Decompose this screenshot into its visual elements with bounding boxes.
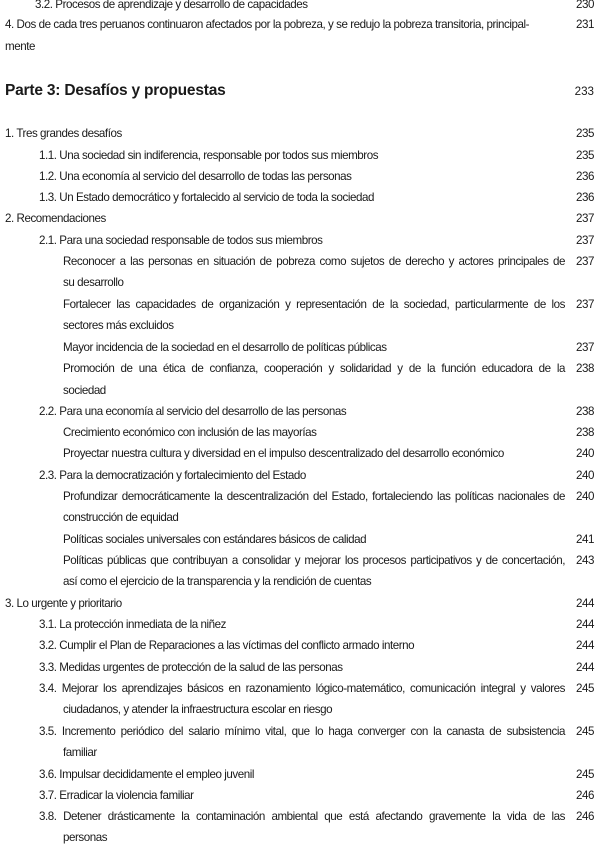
toc-entry-text: 2.3. Para la democratización y fortalecimiento del Estado bbox=[39, 469, 306, 482]
toc-entry-text: 4. Dos de cada tres peruanos continuaron afectados por la pobreza, y se redujo la pobreza transitoria, principal- bbox=[5, 18, 530, 31]
toc-entry-page: 238 bbox=[576, 362, 594, 375]
toc-entry-page: 245 bbox=[576, 768, 594, 781]
toc-entry-text: Proyectar nuestra cultura y diversidad en el impulso descentralizado del desarrollo económico bbox=[63, 447, 504, 460]
toc-entry-text: Promoción de una ética de confianza, cooperación y solidaridad y de la función educadora de la bbox=[63, 362, 565, 375]
toc-entry-text: 3.3. Medidas urgentes de protección de la salud de las personas bbox=[39, 661, 343, 674]
part-heading: Parte 3: Desafíos y propuestas bbox=[5, 82, 226, 99]
toc-entry-page: 241 bbox=[576, 533, 594, 546]
toc-entry-page: 240 bbox=[576, 447, 594, 460]
toc-entry-page: 237 bbox=[576, 255, 594, 268]
toc-entry-page: 245 bbox=[576, 725, 594, 738]
toc-entry-page: 246 bbox=[576, 789, 594, 802]
toc-entry-text: Crecimiento económico con inclusión de las mayorías bbox=[63, 426, 317, 439]
toc-entry-page: 230 bbox=[576, 0, 594, 11]
toc-entry-text: así como el ejercicio de la transparencia y la rendición de cuentas bbox=[63, 575, 372, 588]
toc-entry-text: 1.2. Una economía al servicio del desarrollo de todas las personas bbox=[39, 170, 352, 183]
toc-entry-text: 3.5. Incremento periódico del salario mínimo vital, que lo haga converger con la canasta de subsistencia bbox=[39, 725, 565, 738]
toc-entry-text: 3.4. Mejorar los aprendizajes básicos en razonamiento lógico-matemático, comunicación integral y valores bbox=[39, 682, 565, 695]
toc-entry-text: construcción de equidad bbox=[63, 511, 179, 524]
toc-entry-page: 246 bbox=[576, 810, 594, 823]
toc-entry-text: 1.3. Un Estado democrático y fortalecido al servicio de toda la sociedad bbox=[39, 191, 374, 204]
toc-entry-text: su desarrollo bbox=[63, 276, 124, 289]
toc-entry-text: mente bbox=[5, 40, 35, 53]
toc-entry-page: 237 bbox=[576, 212, 594, 225]
toc-entry-text: 1. Tres grandes desafíos bbox=[5, 127, 122, 140]
toc-entry-text: 3.2. Cumplir el Plan de Reparaciones a las víctimas del conflicto armado interno bbox=[39, 639, 415, 652]
toc-entry-text: ciudadanos, y atender la infraestructura escolar en riesgo bbox=[63, 703, 333, 716]
toc-entry-page: 235 bbox=[576, 149, 594, 162]
toc-entry-text: sectores más excluidos bbox=[63, 319, 174, 332]
toc-entry-text: Mayor incidencia de la sociedad en el desarrollo de políticas públicas bbox=[63, 341, 387, 354]
toc-entry-page: 237 bbox=[576, 341, 594, 354]
toc-entry-page: 235 bbox=[576, 127, 594, 140]
toc-entry-text: personas bbox=[63, 831, 108, 844]
toc-entry-text: Fortalecer las capacidades de organización y representación de la sociedad, particularmente de los bbox=[63, 298, 565, 311]
toc-entry-text: sociedad bbox=[63, 384, 106, 397]
toc-entry-text: 3.7. Erradicar la violencia familiar bbox=[39, 789, 194, 802]
toc-entry-page: 236 bbox=[576, 170, 594, 183]
toc-entry-text: 1.1. Una sociedad sin indiferencia, responsable por todos sus miembros bbox=[39, 149, 379, 162]
toc-entry-text: 3.6. Impulsar decididamente el empleo juvenil bbox=[39, 768, 254, 781]
toc-entry-text: Reconocer a las personas en situación de pobreza como sujetos de derecho y actores principales de bbox=[63, 255, 565, 268]
toc-entry-text: 2. Recomendaciones bbox=[5, 212, 106, 225]
toc-entry-page: 244 bbox=[576, 661, 594, 674]
toc-entry-page: 243 bbox=[576, 554, 594, 567]
toc-entry-page: 244 bbox=[576, 639, 594, 652]
toc-entry-text: 3.1. La protección inmediata de la niñez bbox=[39, 618, 226, 631]
toc-entry-text: Políticas sociales universales con estándares básicos de calidad bbox=[63, 533, 367, 546]
toc-entry-text: 3.8. Detener drásticamente la contaminación ambiental que está afectando gravemente la vida de las bbox=[39, 810, 565, 823]
toc-entry-page: 240 bbox=[576, 469, 594, 482]
toc-entry-page: 244 bbox=[576, 597, 594, 610]
toc-entry-text: 2.1. Para una sociedad responsable de todos sus miembros bbox=[39, 234, 323, 247]
toc-entry-page: 238 bbox=[576, 405, 594, 418]
toc-entry-text: 3. Lo urgente y prioritario bbox=[5, 597, 122, 610]
toc-entry-page: 240 bbox=[576, 490, 594, 503]
toc-entry-text: Políticas públicas que contribuyan a consolidar y mejorar los procesos participativos y de concertación, bbox=[63, 554, 565, 567]
toc-entry-page: 244 bbox=[576, 618, 594, 631]
toc-entry-page: 238 bbox=[576, 426, 594, 439]
toc-entry-page: 245 bbox=[576, 682, 594, 695]
toc-entry-text: 2.2. Para una economía al servicio del desarrollo de las personas bbox=[39, 405, 347, 418]
toc-entry-page: 237 bbox=[576, 234, 594, 247]
toc-entry-page: 236 bbox=[576, 191, 594, 204]
toc-entry-page: 231 bbox=[576, 18, 594, 31]
toc-entry-text: 3.2. Procesos de aprendizaje y desarrollo de capacidades bbox=[35, 0, 308, 11]
toc-entry-text: familiar bbox=[63, 746, 97, 759]
toc-entry-text: Profundizar democráticamente la descentralización del Estado, fortaleciendo las políticas nacionales de bbox=[63, 490, 565, 503]
part-heading-page: 233 bbox=[574, 85, 594, 98]
toc-entry-page: 237 bbox=[576, 298, 594, 311]
